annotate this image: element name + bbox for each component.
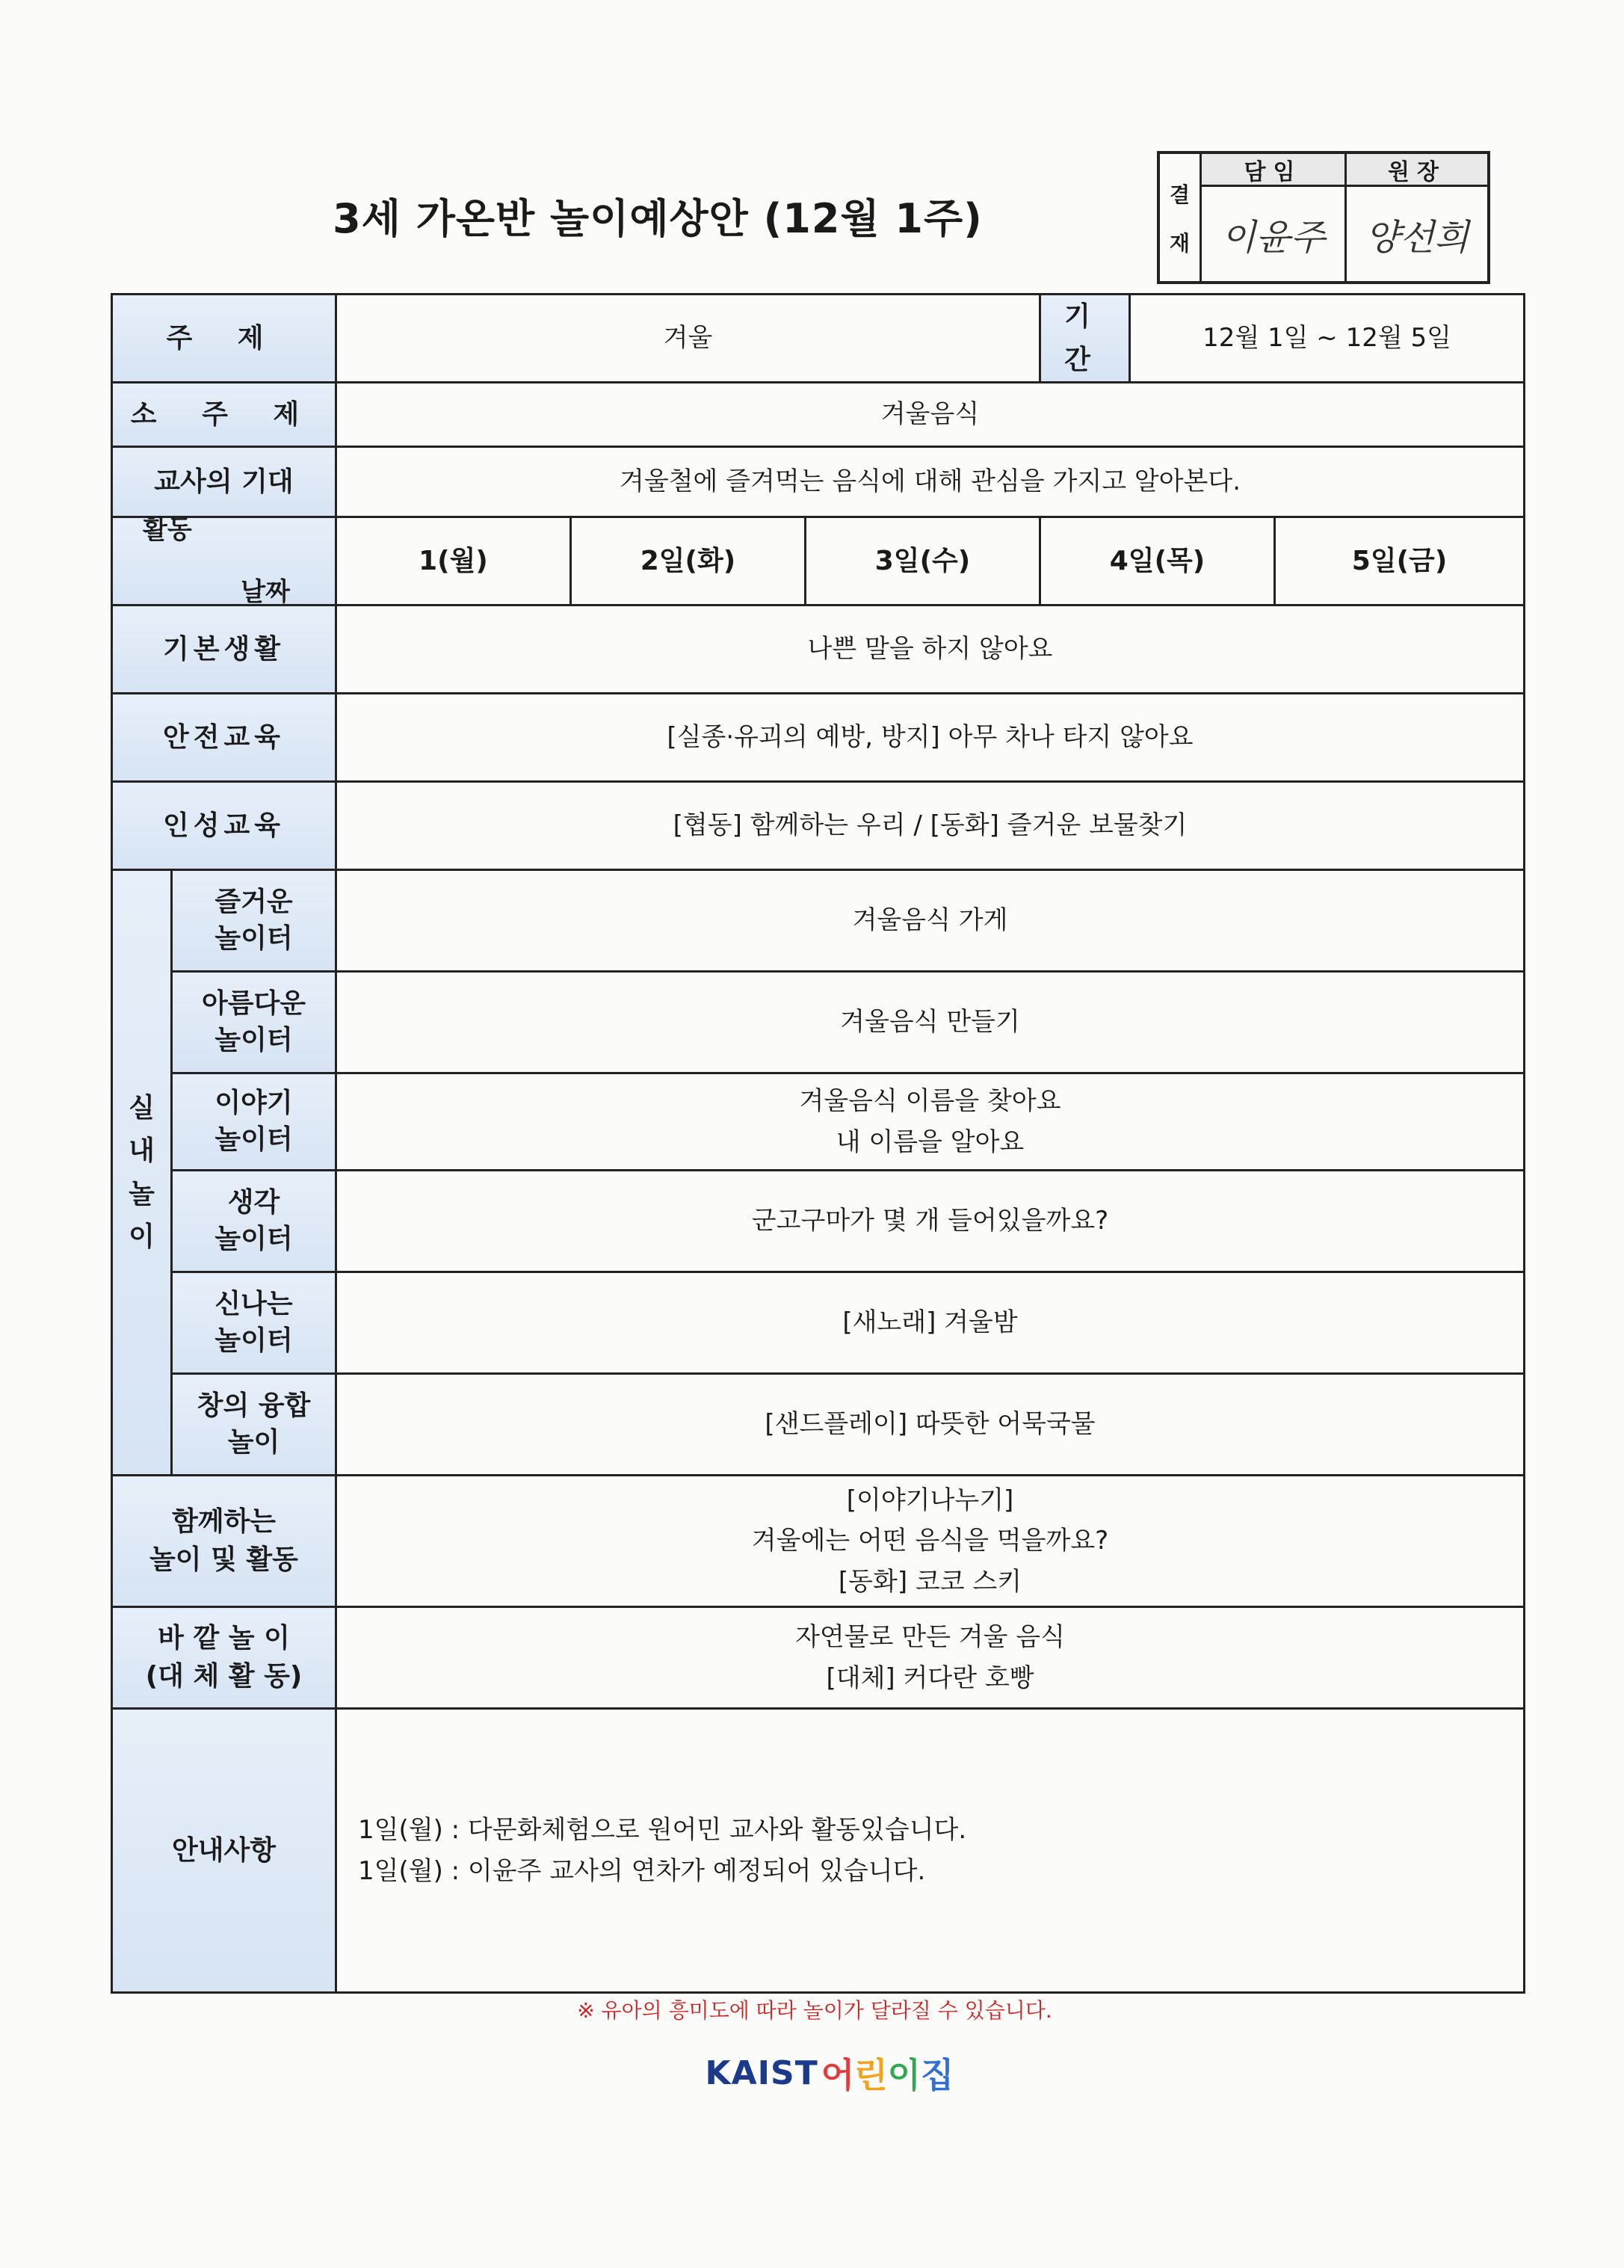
approval-header-director: 원장	[1344, 154, 1487, 187]
activity-label: 활동	[143, 515, 192, 546]
indoor-row-4	[112, 1171, 1525, 1272]
indoor-row-3	[112, 1073, 1525, 1171]
indoor-item-value: 겨울음식 가게	[336, 870, 1525, 972]
indoor-label: 실 내 놀 이	[112, 870, 172, 1476]
date-label: 날짜	[241, 576, 290, 607]
indoor-row-2	[112, 972, 1525, 1073]
director-signature: 양선희	[1344, 187, 1487, 281]
indoor-row-5	[112, 1272, 1525, 1374]
logo-char: 이	[887, 2055, 921, 2095]
footer-note: ※ 유아의 흥미도에 따라 놀이가 달라질 수 있습니다.	[577, 1998, 1052, 2023]
approval-header-teacher: 담임	[1202, 154, 1344, 187]
theme-row	[112, 295, 1525, 383]
logo-char: 집	[921, 2055, 954, 2095]
character-value: [협동] 함께하는 우리 / [동화] 즐거운 보물찾기	[336, 782, 1525, 870]
logo-kindergarten-text	[821, 2048, 954, 2098]
subtheme-row	[112, 383, 1525, 447]
safety-value: [실종·유괴의 예방, 방지] 아무 차나 타지 않아요	[336, 694, 1525, 782]
character-label: 인성교육	[112, 782, 336, 870]
indoor-item-value: [새노래] 겨울밤	[336, 1272, 1525, 1374]
subtheme-label: 소 주 제	[112, 383, 336, 447]
notice-row	[112, 1709, 1525, 1993]
expectation-row	[112, 447, 1525, 517]
indoor-item-name: 이야기 놀이터	[172, 1073, 336, 1171]
theme-label: 주 제	[112, 295, 336, 383]
subtheme-value: 겨울음식	[336, 383, 1525, 447]
basic-life-label: 기본생활	[112, 605, 336, 694]
day-4: 4일(목)	[1040, 517, 1275, 605]
outdoor-row	[112, 1607, 1525, 1709]
indoor-item-name: 신나는 놀이터	[172, 1272, 336, 1374]
together-label: 함께하는 놀이 및 활동	[112, 1476, 336, 1607]
approval-box	[1157, 151, 1490, 284]
expectation-label: 교사의 기대	[112, 447, 336, 517]
indoor-item-value: 겨울음식 만들기	[336, 972, 1525, 1073]
together-row	[112, 1476, 1525, 1607]
theme-value: 겨울	[336, 295, 1040, 383]
period-value: 12월 1일 ~ 12월 5일	[1130, 295, 1525, 383]
indoor-row-6	[112, 1374, 1525, 1476]
basic-life-value: 나쁜 말을 하지 않아요	[336, 605, 1525, 694]
kaist-kindergarten-logo	[695, 2047, 964, 2099]
notice-label: 안내사항	[112, 1709, 336, 1993]
notice-value: 1일(월) : 다문화체험으로 원어민 교사와 활동있습니다. 1일(월) : 이윤주 교사의 연차가 예정되어 있습니다.	[336, 1709, 1525, 1993]
logo-char: 린	[854, 2055, 888, 2095]
together-value: [이야기나누기] 겨울에는 어떤 음식을 먹을까요? [동화] 코코 스키	[336, 1476, 1525, 1607]
indoor-item-name: 즐거운 놀이터	[172, 870, 336, 972]
logo-kaist-text: KAIST	[705, 2053, 818, 2092]
indoor-item-name: 아름다운 놀이터	[172, 972, 336, 1073]
plan-table	[111, 293, 1525, 1994]
teacher-signature: 이윤주	[1220, 216, 1326, 259]
safety-label: 안전교육	[112, 694, 336, 782]
safety-row	[112, 694, 1525, 782]
indoor-row-1	[112, 870, 1525, 972]
indoor-item-name: 창의 융합 놀이	[172, 1374, 336, 1476]
indoor-item-name: 생각 놀이터	[172, 1171, 336, 1272]
indoor-item-value: 군고구마가 몇 개 들어있을까요?	[336, 1171, 1525, 1272]
day-2: 2일(화)	[571, 517, 806, 605]
day-1: 1(월)	[336, 517, 571, 605]
expectation-value: 겨울철에 즐겨먹는 음식에 대해 관심을 가지고 알아본다.	[336, 447, 1525, 517]
basic-life-row	[112, 605, 1525, 694]
period-label: 기 간	[1040, 295, 1130, 383]
day-3: 3일(수)	[806, 517, 1040, 605]
page-title: 3세 가온반 놀이예상안 (12월 1주)	[333, 195, 983, 242]
date-activity-header	[112, 517, 336, 605]
outdoor-value: 자연물로 만든 겨울 음식 [대체] 커다란 호빵	[336, 1607, 1525, 1709]
character-row	[112, 782, 1525, 870]
indoor-item-value: 겨울음식 이름을 찾아요 내 이름을 알아요	[336, 1073, 1525, 1171]
day-5: 5일(금)	[1275, 517, 1525, 605]
days-header-row	[112, 517, 1525, 605]
indoor-item-value: [샌드플레이] 따뜻한 어묵국물	[336, 1374, 1525, 1476]
approval-label: 결 재	[1160, 154, 1202, 281]
outdoor-label: 바 깥 놀 이 (대 체 활 동)	[112, 1607, 336, 1709]
logo-char: 어	[821, 2055, 855, 2095]
